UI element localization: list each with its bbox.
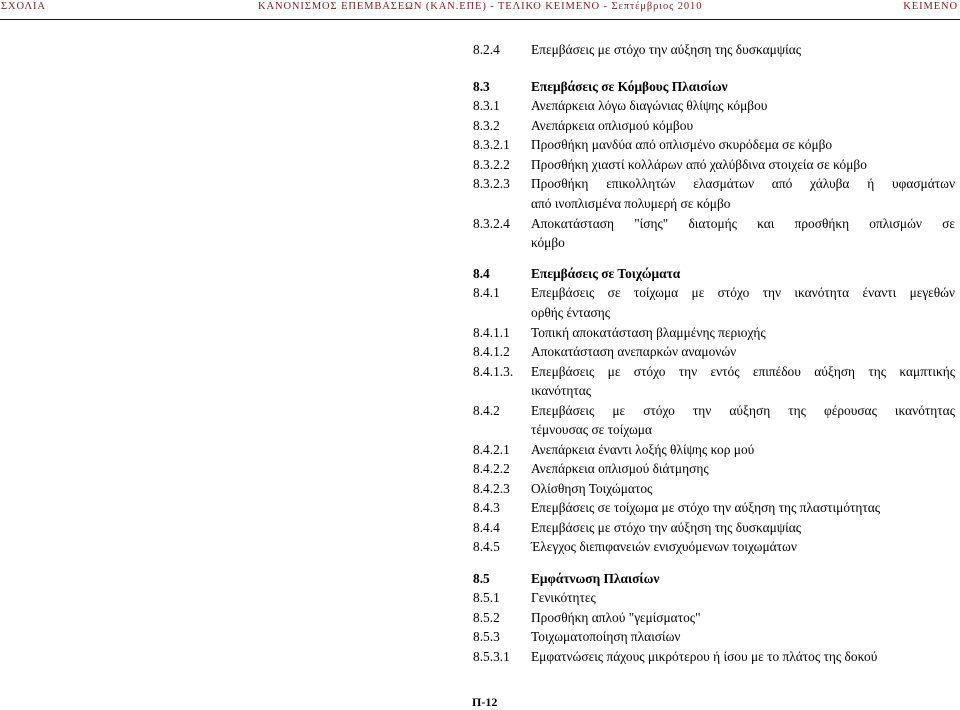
toc-entry-title: Επεμβάσεις με στόχο την εντός επιπέδου αύξηση της καμπτικής (531, 364, 955, 379)
toc-entry-number: 8.3.2.4 (473, 216, 510, 231)
toc-entry-number: 8.4.4 (473, 520, 500, 535)
toc-entry-title: Προσθήκη απλού "γεμίσματος" (531, 610, 701, 625)
toc-entry-title: Ολίσθηση Τοιχώματος (531, 481, 653, 496)
toc-entry-number: 8.5.3.1 (473, 649, 510, 664)
toc-entry-number: 8.4.3 (473, 500, 500, 515)
toc-entry-title: Ανεπάρκεια έναντι λοξής θλίψης κορ μού (531, 442, 755, 457)
page-number: Π-12 (472, 695, 498, 709)
toc-entry-title: Ανεπάρκεια οπλισμού κόμβου (531, 118, 694, 133)
toc-entry (0, 480, 960, 500)
toc-entry (0, 284, 960, 304)
toc-entry (0, 538, 960, 558)
toc-entry-number: 8.4.1.1 (473, 325, 510, 340)
toc-entry-title: Επεμβάσεις σε Κόμβους Πλαισίων (531, 79, 728, 94)
toc-entry-title-continued: κόμβο (531, 235, 565, 250)
toc-entry-title: Εμφάτνωση Πλαισίων (531, 571, 660, 586)
toc-entry (0, 117, 960, 137)
toc-entry-number: 8.4.1.2 (473, 344, 510, 359)
toc-entry-number: 8.3.2.3 (473, 176, 510, 191)
toc-entry (0, 460, 960, 480)
toc-entry (0, 324, 960, 344)
toc-entry-number: 8.3 (473, 79, 490, 94)
toc-entry-continuation (0, 421, 960, 441)
toc-entry-title: Γενικότητες (531, 590, 596, 605)
toc-entry-title-continued: ικανότητας (531, 383, 592, 398)
toc-entry (0, 97, 960, 117)
toc-entry-continuation (0, 382, 960, 402)
toc-entry (0, 41, 960, 61)
toc-entry (0, 156, 960, 176)
toc-entry-continuation (0, 234, 960, 254)
toc-entry-title: Ανεπάρκεια οπλισμού διάτμησης (531, 461, 709, 476)
toc-entry-number: 8.5.2 (473, 610, 500, 625)
toc-entry (0, 441, 960, 461)
toc-entry-number: 8.4.5 (473, 539, 500, 554)
toc-entry (0, 519, 960, 539)
toc-entry-number: 8.3.2 (473, 118, 500, 133)
toc-entry (0, 363, 960, 383)
toc-entry (0, 175, 960, 195)
toc-entry (0, 570, 960, 590)
toc-entry-title: Έλεγχος διεπιφανειών ενισχυόμενων τοιχωμάτων (531, 539, 797, 554)
toc-entry-title: Επεμβάσεις σε Τοιχώματα (531, 266, 681, 281)
running-header (0, 0, 960, 20)
toc-entry-title: Προσθήκη επικολλητών ελασμάτων από χάλυβα ή υφασμάτων (531, 176, 955, 191)
toc-entry (0, 215, 960, 235)
toc-entry (0, 499, 960, 519)
toc-entry (0, 628, 960, 648)
toc-entry-continuation (0, 304, 960, 324)
toc-entry-number: 8.4.2 (473, 403, 500, 418)
toc-entry-number: 8.4 (473, 266, 490, 281)
toc-entry-title: Επεμβάσεις με στόχο την αύξηση της φέρουσας ικανότητας (531, 403, 955, 418)
toc-entry-title-continued: τέμνουσας σε τοίχωμα (531, 422, 652, 437)
toc-entry-title: Τοπική αποκατάσταση βλαμμένης περιοχής (531, 325, 766, 340)
toc-entry-title-continued: ορθής έντασης (531, 305, 611, 320)
toc-entry (0, 589, 960, 609)
toc-entry (0, 78, 960, 98)
toc-entry-number: 8.3.2.2 (473, 157, 510, 172)
header-document-title: ΚΑΝΟΝΙΣΜΟΣ ΕΠΕΜΒΑΣΕΩΝ (ΚΑΝ.ΕΠΕ) - ΤΕΛΙΚΟ ΚΕΙΜΕΝΟ - Σεπτέμβριος 2010 (258, 1, 703, 12)
toc-entry-title: Εμφατνώσεις πάχους μικρότερου ή ίσου με το πλάτος της δοκού (531, 649, 878, 664)
toc-entry-title-continued: από ινοπλισμένα πολυμερή σε κόμβο (531, 196, 731, 211)
toc-entry-number: 8.5 (473, 571, 490, 586)
toc-entry-title: Επεμβάσεις με στόχο την αύξηση της δυσκαμψίας (531, 520, 802, 535)
toc-entry-number: 8.4.2.3 (473, 481, 510, 496)
toc-entry-title: Προσθήκη χιαστί κολλάρων από χαλύβδινα στοιχεία σε κόμβο (531, 157, 867, 172)
toc-entry (0, 648, 960, 668)
toc-entry (0, 136, 960, 156)
toc-entry-title: Ανεπάρκεια λόγω διαγώνιας θλίψης κόμβου (531, 98, 768, 113)
toc-entry-title: Επεμβάσεις σε τοίχωμα με στόχο την ικανότητα έναντι μεγεθών (531, 285, 955, 300)
toc-entry-title: Προσθήκη μανδύα από οπλισμένο σκυρόδεμα σε κόμβο (531, 137, 833, 152)
toc-entry-number: 8.3.1 (473, 98, 500, 113)
toc-entry (0, 265, 960, 285)
toc-entry-title: Τοιχωματοποίηση πλαισίων (531, 629, 681, 644)
header-right-label: ΚΕΙΜΕΝΟ (903, 1, 958, 12)
toc-entry (0, 343, 960, 363)
toc-entry-title: Επεμβάσεις με στόχο την αύξηση της δυσκαμψίας (531, 42, 802, 57)
header-left-label: ΣΧΟΛΙΑ (1, 1, 46, 12)
toc-entry-title: Επεμβάσεις σε τοίχωμα με στόχο την αύξηση της πλαστιμότητας (531, 500, 881, 515)
toc-entry-number: 8.4.1.3. (473, 364, 514, 379)
toc-entry (0, 402, 960, 422)
toc-entry-number: 8.4.1 (473, 285, 500, 300)
toc-entry-number: 8.5.1 (473, 590, 500, 605)
toc-entry-number: 8.4.2.1 (473, 442, 510, 457)
toc-entry-number: 8.5.3 (473, 629, 500, 644)
toc-entry-number: 8.3.2.1 (473, 137, 510, 152)
toc-entry-number: 8.4.2.2 (473, 461, 510, 476)
toc-entry-title: Αποκατάσταση "ίσης" διατομής και προσθήκη οπλισμών σε (531, 216, 955, 231)
toc-entry-continuation (0, 195, 960, 215)
toc-entry (0, 609, 960, 629)
toc-entry-number: 8.2.4 (473, 42, 500, 57)
toc-entry-title: Αποκατάσταση ανεπαρκών αναμονών (531, 344, 737, 359)
